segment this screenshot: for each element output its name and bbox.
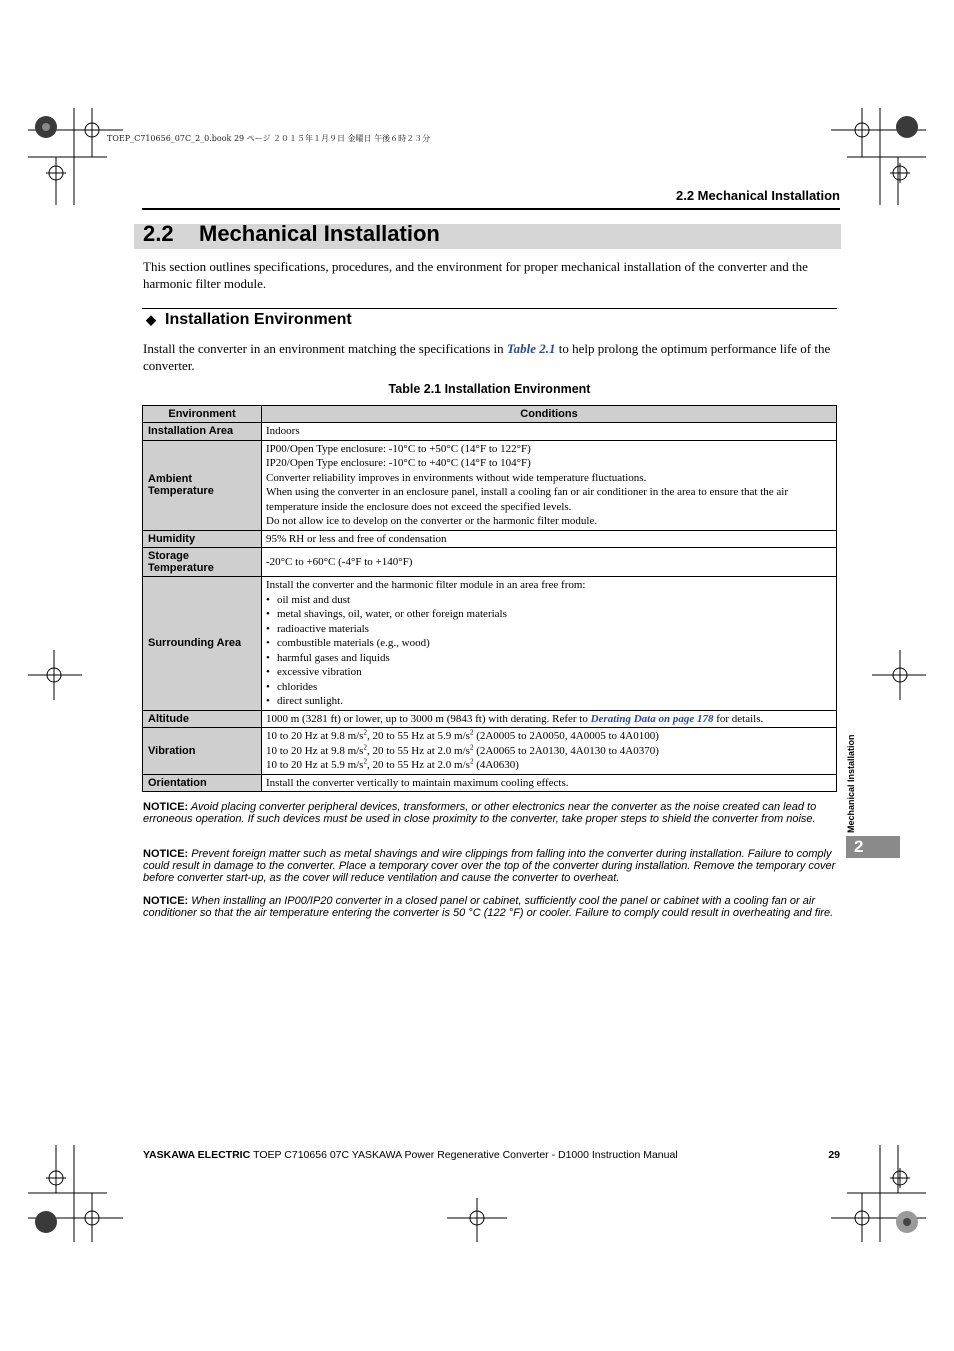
notice-foreign-matter: NOTICE: Prevent foreign matter such as metal shavings and wire clippings from falling into the converter during installation. Failure to comply could result in damage to the converter. Place a temporary cover over the top of the converter during installation. Remove the temporary cover before converter start-up, as the cover will reduce ventilation and cause the converter to overheat.	[143, 848, 836, 884]
notice-noise: NOTICE: Avoid placing converter peripheral devices, transformers, or other electronics near the converter as the noise created can lead to erroneous operation. If such devices must be used in close proximity to the converter, take proper steps to shield the converter from noise.	[143, 801, 817, 825]
footer	[143, 1149, 678, 1161]
column-header-conditions: Conditions	[262, 406, 837, 423]
notice-cooling: NOTICE: When installing an IP00/IP20 converter in a closed panel or cabinet, sufficiently cool the panel or cabinet with a cooling fan or air conditioner so that the air temperature entering the converter is 50 °C (122 °F) or cooler. Failure to comply could result in overheating and fire.	[143, 895, 834, 919]
subsection-title	[146, 311, 352, 329]
row-label: Installation Area	[143, 423, 262, 441]
section-title-text: Mechanical Installation	[199, 221, 440, 246]
footer-text: TOEP C710656 07C YASKAWA Power Regenerative Converter - D1000 Instruction Manual	[253, 1149, 678, 1161]
table-row	[143, 728, 837, 775]
column-header-environment: Environment	[143, 406, 262, 423]
side-tab-label: Mechanical Installation	[846, 734, 856, 833]
section-intro: This section outlines specifications, procedures, and the environment for proper mechanical installation of the converter and the harmonic filter module.	[143, 259, 808, 291]
table-row	[143, 423, 837, 441]
list-item: • combustible materials (e.g., wood)	[266, 636, 831, 651]
list-item: • harmful gases and liquids	[266, 651, 831, 666]
row-value: 1000 m (3281 ft) or lower, up to 3000 m (9843 ft) with derating. Refer to Derating Data on page 178 for details.	[262, 710, 837, 728]
row-label: Humidity	[143, 530, 262, 548]
table-row	[143, 548, 837, 577]
derating-data-link[interactable]: Derating Data on page 178	[590, 712, 714, 725]
table-row	[143, 774, 837, 792]
page-number: 29	[828, 1149, 840, 1161]
table-row	[143, 440, 837, 530]
row-value: Install the converter vertically to maintain maximum cooling effects.	[262, 774, 837, 792]
row-label: Storage Temperature	[143, 548, 262, 577]
row-value: 95% RH or less and free of condensation	[262, 530, 837, 548]
row-label: Altitude	[143, 710, 262, 728]
row-value: 10 to 20 Hz at 9.8 $m/s^2$, 20 to 55 Hz at 5.9 $m/s^2$ (2A0005 to 2A0050, 4A0005 to 4A0100) 10 to 20 Hz at 9.8 $m/s^2$, 20 to 55 Hz at 2.0 $m/s^2$ (2A0065 to 2A0130, 4A0130 to 4A0370) 10 to 20 Hz at 5.9 $m/s^2$, 20 to 55 Hz at 2.0 $m/s^2$ (4A0630)	[262, 728, 837, 775]
row-value: Indoors	[262, 423, 837, 441]
header-rule	[142, 208, 840, 210]
table-caption: Table 2.1 Installation Environment	[388, 382, 591, 396]
row-label: Surrounding Area	[143, 577, 262, 711]
list-item: • oil mist and dust	[266, 593, 831, 608]
footer-brand: YASKAWA ELECTRIC	[143, 1149, 251, 1161]
diamond-bullet-icon: ◆	[146, 312, 156, 327]
list-item: • metal shavings, oil, water, or other foreign materials	[266, 607, 831, 622]
subsection-text: Install the converter in an environment matching the specifications in Table 2.1 to help prolong the optimum performance life of the converter.	[143, 341, 831, 373]
row-value: IP00/Open Type enclosure: -10°C to +50°C (14°F to 122°F) IP20/Open Type enclosure: -10°C to +40°C (14°F to 104°F) Converter reliability improves in environments without wide temperature fluctuations. When using the converter in an enclosure panel, install a cooling fan or air conditioner in the area to ensure that the air temperature inside the enclosure does not exceed the specified levels. Do not allow ice to develop on the converter or the harmonic filter module.	[262, 440, 837, 530]
table-link[interactable]: Table 2.1	[506, 341, 556, 356]
table-row	[143, 710, 837, 728]
subsection-title-text: Installation Environment	[165, 311, 352, 328]
row-label: Orientation	[143, 774, 262, 792]
subsection-rule	[142, 308, 837, 309]
section-title	[143, 221, 440, 247]
list-item: • radioactive materials	[266, 622, 831, 637]
table-header-row	[143, 406, 837, 423]
list-item: • excessive vibration	[266, 665, 831, 680]
book-file-line: TOEP_C710656_07C_2_0.book 29 ページ ２０１５年１月９日 金曜日 午後６時２３分	[107, 134, 431, 143]
row-value: Install the converter and the harmonic filter module in an area free from: • oil mist and dust • metal shavings, oil, water, or other foreign materials • radioactive materials • combustible materials (e.g., wood) • harmful gases and liquids • excessive vibration • chlorides • direct sunlight.	[262, 577, 837, 711]
row-value: -20°C to +60°C (-4°F to +140°F)	[262, 548, 837, 577]
list-item: • chlorides	[266, 680, 831, 695]
table-row	[143, 530, 837, 548]
row-label: Ambient Temperature	[143, 440, 262, 530]
chapter-tab: 2	[846, 836, 900, 858]
table-row	[143, 577, 837, 711]
running-header: 2.2 Mechanical Installation	[676, 188, 840, 203]
installation-environment-table	[142, 405, 837, 792]
list-item: • direct sunlight.	[266, 694, 831, 709]
section-number: 2.2	[143, 221, 174, 246]
row-label: Vibration	[143, 728, 262, 775]
